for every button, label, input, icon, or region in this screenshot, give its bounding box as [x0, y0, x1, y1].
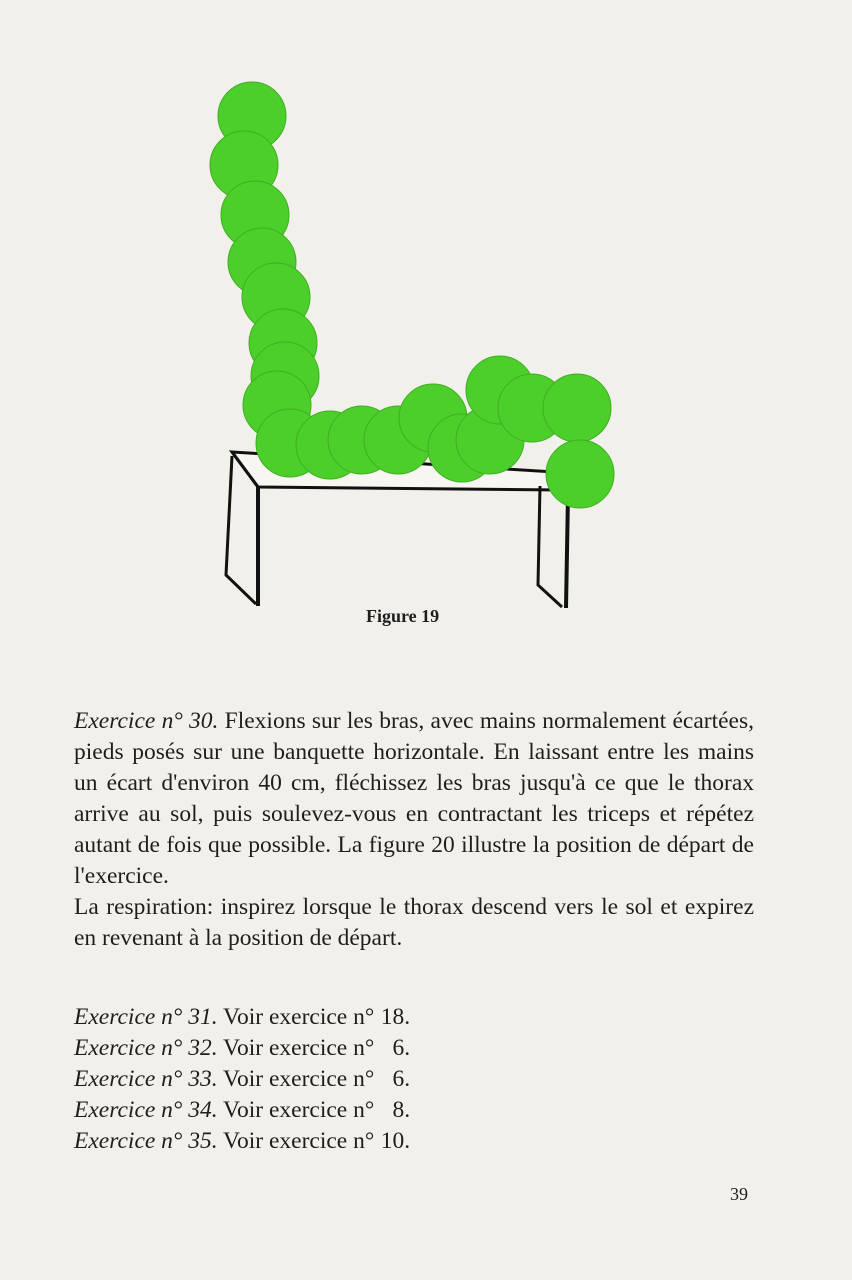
- exercise-label: Exercice n° 34.: [74, 1097, 218, 1123]
- exercise-row-33: [74, 1064, 410, 1095]
- exercise-label: Exercice n° 31.: [74, 1004, 218, 1030]
- exercise-label: Exercice n° 32.: [74, 1035, 218, 1061]
- exercise-text: Voir exercice n°: [223, 1066, 375, 1092]
- exercise-label: Exercice n° 35.: [74, 1128, 218, 1154]
- exercise-30-section: [74, 706, 754, 954]
- exercise-30-text: Flexions sur les bras, avec mains normalement écartées, pieds posés sur une banquette horizontale. En laissant entre les mains un écart d'environ 40 cm, fléchissez les bras jusqu'à ce que le thorax arrive au sol, puis soulevez-vous en contractant les triceps et répétez autant de fois que possible. La figure 20 illustre la position de départ de l'exercice.: [74, 708, 754, 889]
- exercise-row-31: [74, 1002, 410, 1033]
- exercise-ref: 6.: [392, 1035, 411, 1061]
- figure-caption: Figure 19: [366, 606, 440, 626]
- exercise-row-32: [74, 1033, 410, 1064]
- exercise-text: Voir exercice n°: [223, 1128, 375, 1154]
- exercise-ref: 8.: [392, 1097, 411, 1123]
- exercise-ref: 6.: [392, 1066, 411, 1092]
- exercise-text: Voir exercice n°: [223, 1097, 375, 1123]
- exercise-label: Exercice n° 33.: [74, 1066, 218, 1092]
- exercise-ref: 18.: [380, 1004, 411, 1030]
- exercise-text: Voir exercice n°: [223, 1004, 375, 1030]
- page-number: 39: [730, 1184, 748, 1204]
- exercise-text: Voir exercice n°: [223, 1035, 375, 1061]
- exercise-ref: 10.: [380, 1128, 411, 1154]
- exercise-list: [74, 1002, 410, 1157]
- exercise-row-34: [74, 1095, 410, 1126]
- exercise-row-35: [74, 1126, 410, 1157]
- pushup-figure-on-bench: [210, 82, 614, 508]
- breathing-paragraph: La respiration: inspirez lorsque le thorax descend vers le sol et expirez en revenant à la position de départ.: [74, 894, 754, 951]
- bench-drawing: [226, 452, 568, 608]
- exercise-30-paragraph: [74, 706, 754, 892]
- exercise-30-label: Exercice n° 30.: [74, 708, 219, 734]
